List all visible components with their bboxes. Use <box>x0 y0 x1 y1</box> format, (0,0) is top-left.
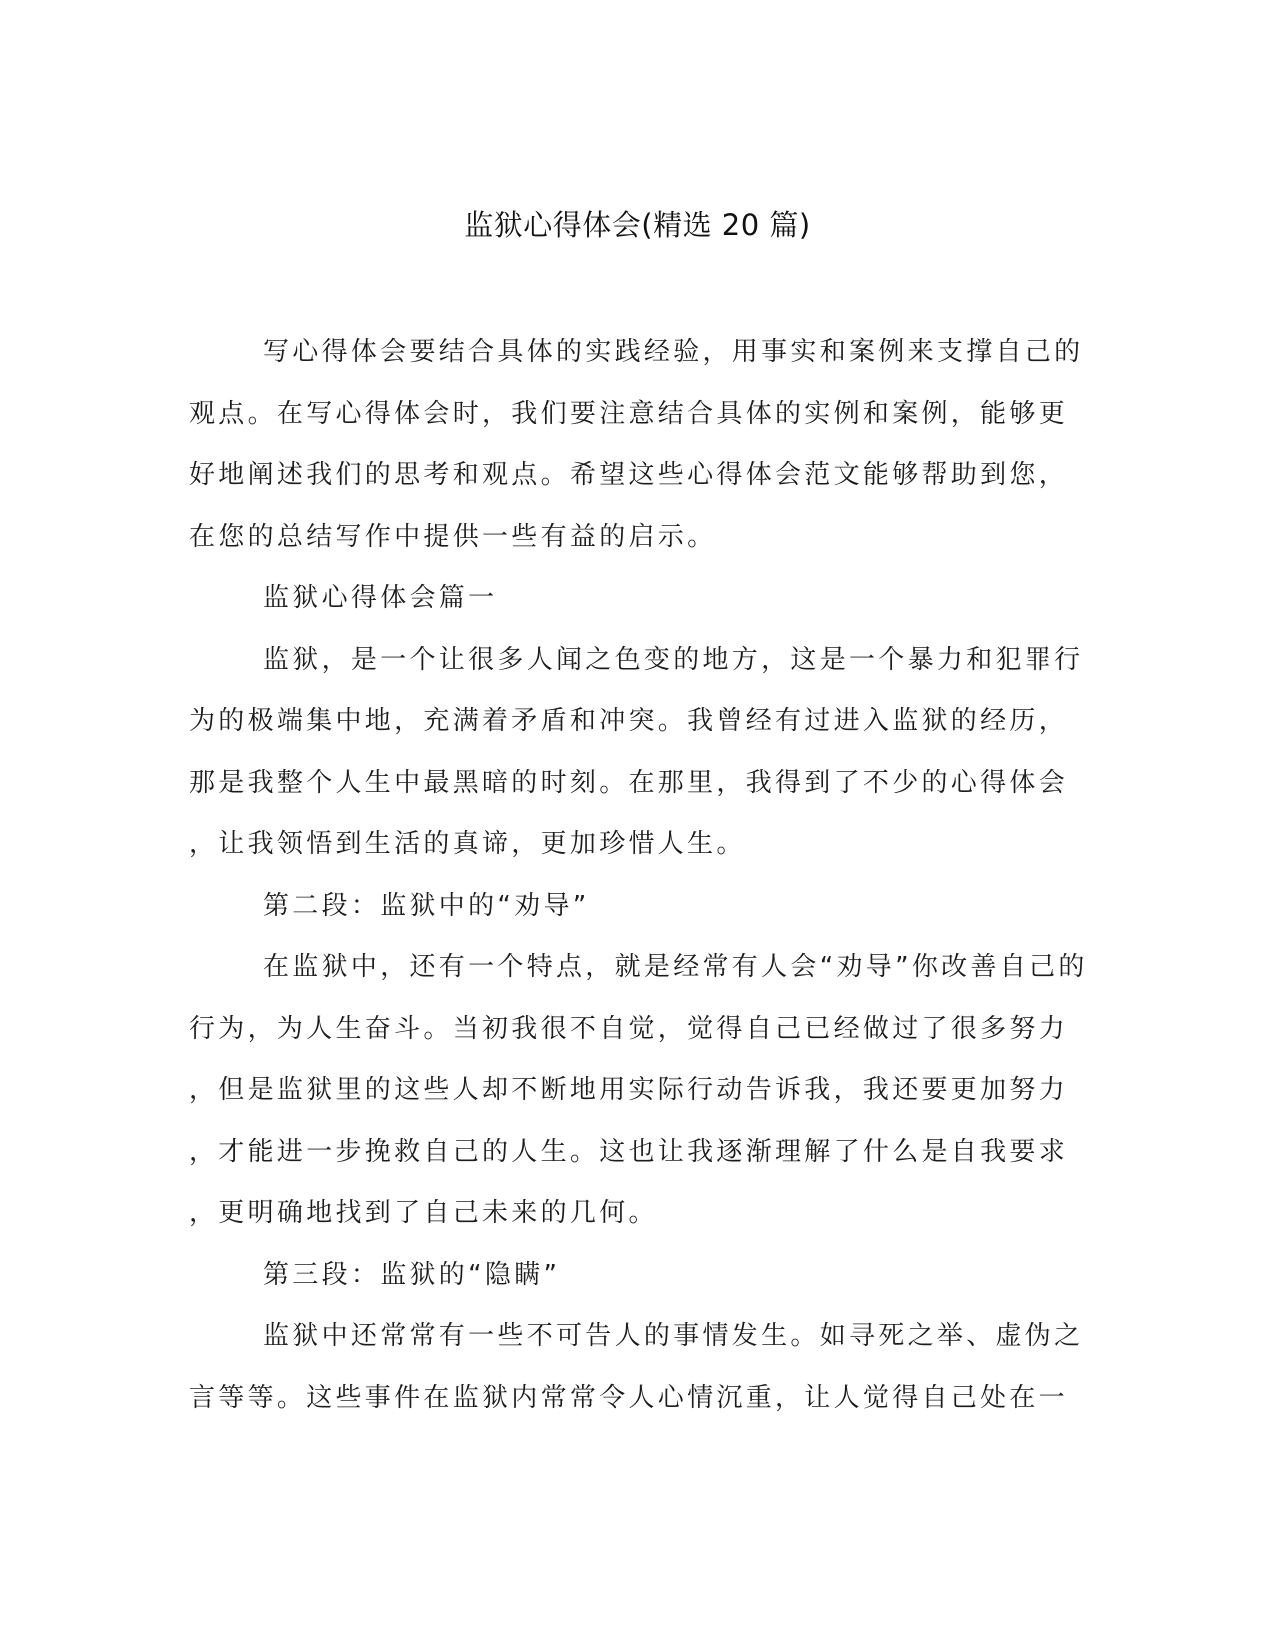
paragraph-line: 好地阐述我们的思考和观点。希望这些心得体会范文能够帮助到您， <box>189 460 1069 490</box>
paragraph-line: ，让我领悟到生活的真谛，更加珍惜人生。 <box>189 829 746 859</box>
paragraph-line: ，才能进一步挽救自己的人生。这也让我逐渐理解了什么是自我要求 <box>189 1136 1069 1167</box>
document-body <box>189 322 1088 1429</box>
paragraph-line: 在监狱中，还有一个特点，就是经常有人会“劝导”你改善自己的 <box>263 952 1088 982</box>
section-heading: 监狱心得体会篇一 <box>263 583 498 613</box>
section-heading: 第三段：监狱的“隐瞒” <box>263 1259 561 1290</box>
paragraph-line: 言等等。这些事件在监狱内常常令人心情沉重，让人觉得自己处在一 <box>189 1382 1069 1413</box>
paragraph-line: 为的极端集中地，充满着矛盾和冲突。我曾经有过进入监狱的经历， <box>189 706 1069 736</box>
paragraph-line: 那是我整个人生中最黑暗的时刻。在那里，我得到了不少的心得体会 <box>189 767 1069 798</box>
paragraph-line: 监狱中还常常有一些不可告人的事情发生。如寻死之举、虚伪之 <box>263 1321 1084 1351</box>
paragraph-line: 行为，为人生奋斗。当初我很不自觉，觉得自己已经做过了很多努力 <box>189 1013 1069 1044</box>
paragraph-line: 在您的总结写作中提供一些有益的启示。 <box>189 521 717 552</box>
paragraph-line: ，但是监狱里的这些人却不断地用实际行动告诉我，我还要更加努力 <box>189 1075 1069 1105</box>
paragraph-line: ，更明确地找到了自己未来的几何。 <box>189 1198 658 1228</box>
paragraph-line: 写心得体会要结合具体的实践经验，用事实和案例来支撑自己的 <box>263 337 1084 367</box>
section-heading: 第二段：监狱中的“劝导” <box>263 890 590 921</box>
paragraph-line: 观点。在写心得体会时，我们要注意结合具体的实例和案例，能够更 <box>189 398 1069 429</box>
paragraph-line: 监狱，是一个让很多人闻之色变的地方，这是一个暴力和犯罪行 <box>263 644 1084 675</box>
document-title: 监狱心得体会(精选 20 篇) <box>464 208 811 242</box>
